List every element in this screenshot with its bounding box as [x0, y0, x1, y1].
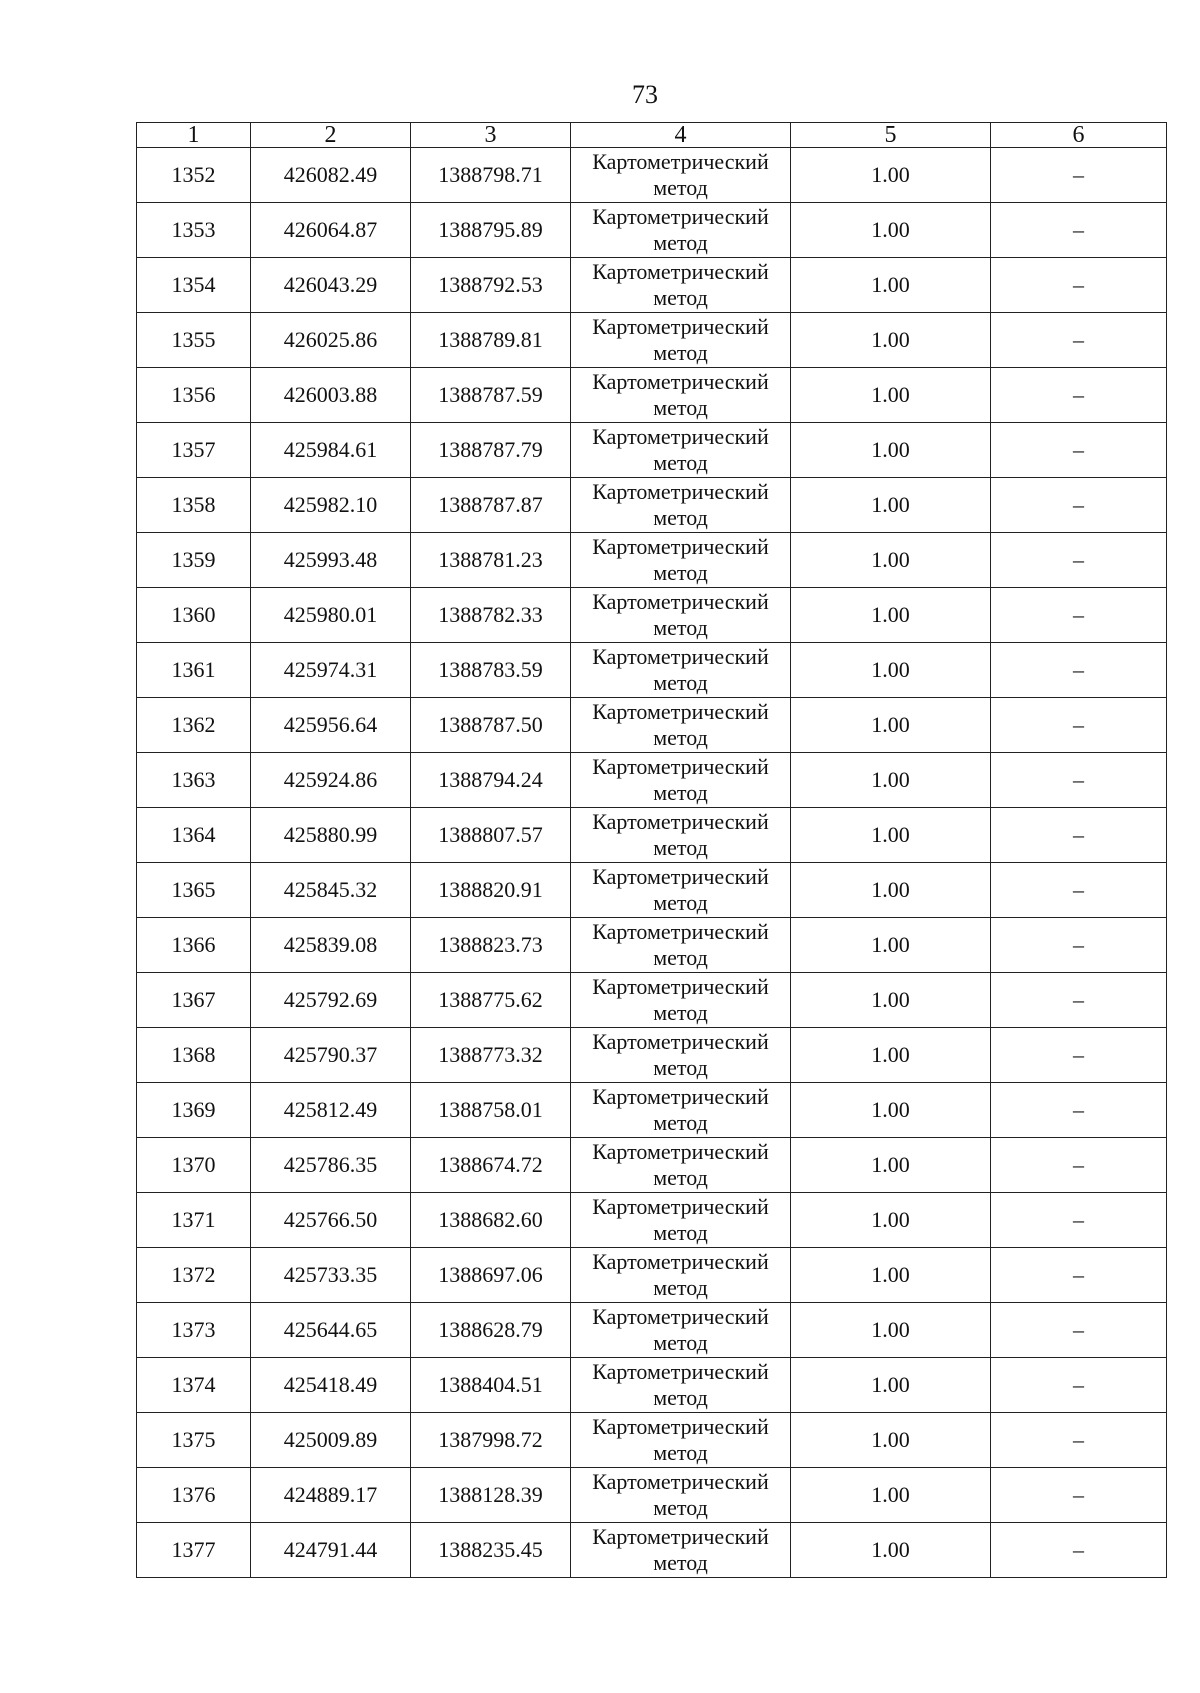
table-row	[137, 1248, 1167, 1303]
note-cell: –	[991, 643, 1167, 698]
x-coordinate-cell: 425790.37	[251, 1028, 411, 1083]
method-text: метод	[653, 340, 708, 365]
note-cell: –	[991, 1248, 1167, 1303]
note-cell: –	[991, 1413, 1167, 1468]
table-row	[137, 808, 1167, 863]
note-cell: –	[991, 1083, 1167, 1138]
x-coordinate-cell: 425993.48	[251, 533, 411, 588]
table-row	[137, 588, 1167, 643]
method-cell	[571, 753, 791, 808]
y-coordinate-cell: 1388820.91	[411, 863, 571, 918]
accuracy-cell: 1.00	[791, 1083, 991, 1138]
method-text: Картометрический	[592, 644, 769, 669]
accuracy-cell: 1.00	[791, 368, 991, 423]
method-text: метод	[653, 725, 708, 750]
point-number-cell: 1353	[137, 203, 251, 258]
y-coordinate-cell: 1388798.71	[411, 148, 571, 203]
y-coordinate-cell: 1388773.32	[411, 1028, 571, 1083]
point-number-cell: 1358	[137, 478, 251, 533]
column-header: 3	[411, 123, 571, 148]
note-cell: –	[991, 588, 1167, 643]
column-header: 2	[251, 123, 411, 148]
accuracy-cell: 1.00	[791, 1138, 991, 1193]
point-number-cell: 1364	[137, 808, 251, 863]
method-cell	[571, 1193, 791, 1248]
column-header: 5	[791, 123, 991, 148]
point-number-cell: 1367	[137, 973, 251, 1028]
method-text: Картометрический	[592, 974, 769, 999]
point-number-cell: 1366	[137, 918, 251, 973]
method-text: Картометрический	[592, 1304, 769, 1329]
accuracy-cell: 1.00	[791, 1193, 991, 1248]
point-number-cell: 1357	[137, 423, 251, 478]
x-coordinate-cell: 426003.88	[251, 368, 411, 423]
y-coordinate-cell: 1388674.72	[411, 1138, 571, 1193]
method-text: Картометрический	[592, 1249, 769, 1274]
method-cell	[571, 698, 791, 753]
method-text: метод	[653, 450, 708, 475]
accuracy-cell: 1.00	[791, 203, 991, 258]
accuracy-cell: 1.00	[791, 808, 991, 863]
x-coordinate-cell: 425924.86	[251, 753, 411, 808]
method-text: метод	[653, 395, 708, 420]
point-number-cell: 1361	[137, 643, 251, 698]
y-coordinate-cell: 1388758.01	[411, 1083, 571, 1138]
x-coordinate-cell: 425880.99	[251, 808, 411, 863]
method-text: Картометрический	[592, 754, 769, 779]
point-number-cell: 1359	[137, 533, 251, 588]
table-row	[137, 918, 1167, 973]
table-row	[137, 973, 1167, 1028]
table-row	[137, 1138, 1167, 1193]
point-number-cell: 1369	[137, 1083, 251, 1138]
point-number-cell: 1377	[137, 1523, 251, 1578]
method-cell	[571, 368, 791, 423]
y-coordinate-cell: 1388628.79	[411, 1303, 571, 1358]
accuracy-cell: 1.00	[791, 533, 991, 588]
point-number-cell: 1356	[137, 368, 251, 423]
method-text: Картометрический	[592, 1084, 769, 1109]
table-row	[137, 313, 1167, 368]
y-coordinate-cell: 1388783.59	[411, 643, 571, 698]
method-text: Картометрический	[592, 204, 769, 229]
table-row	[137, 1083, 1167, 1138]
accuracy-cell: 1.00	[791, 1248, 991, 1303]
note-cell: –	[991, 533, 1167, 588]
note-cell: –	[991, 148, 1167, 203]
table-row	[137, 1193, 1167, 1248]
x-coordinate-cell: 425984.61	[251, 423, 411, 478]
method-cell	[571, 918, 791, 973]
table-row	[137, 1523, 1167, 1578]
point-number-cell: 1371	[137, 1193, 251, 1248]
accuracy-cell: 1.00	[791, 973, 991, 1028]
y-coordinate-cell: 1387998.72	[411, 1413, 571, 1468]
x-coordinate-cell: 426043.29	[251, 258, 411, 313]
method-text: Картометрический	[592, 864, 769, 889]
method-text: Картометрический	[592, 1524, 769, 1549]
y-coordinate-cell: 1388404.51	[411, 1358, 571, 1413]
y-coordinate-cell: 1388794.24	[411, 753, 571, 808]
table-row	[137, 203, 1167, 258]
method-text: метод	[653, 1330, 708, 1355]
table-row	[137, 1028, 1167, 1083]
y-coordinate-cell: 1388823.73	[411, 918, 571, 973]
point-number-cell: 1354	[137, 258, 251, 313]
x-coordinate-cell: 425792.69	[251, 973, 411, 1028]
note-cell: –	[991, 368, 1167, 423]
note-cell: –	[991, 808, 1167, 863]
note-cell: –	[991, 1523, 1167, 1578]
note-cell: –	[991, 203, 1167, 258]
accuracy-cell: 1.00	[791, 1523, 991, 1578]
method-text: метод	[653, 560, 708, 585]
table-row	[137, 368, 1167, 423]
method-text: Картометрический	[592, 149, 769, 174]
method-cell	[571, 1523, 791, 1578]
y-coordinate-cell: 1388682.60	[411, 1193, 571, 1248]
method-text: Картометрический	[592, 809, 769, 834]
note-cell: –	[991, 1358, 1167, 1413]
x-coordinate-cell: 425766.50	[251, 1193, 411, 1248]
table-row	[137, 148, 1167, 203]
method-text: метод	[653, 1165, 708, 1190]
point-number-cell: 1355	[137, 313, 251, 368]
point-number-cell: 1362	[137, 698, 251, 753]
method-text: метод	[653, 1385, 708, 1410]
method-text: Картометрический	[592, 424, 769, 449]
method-cell	[571, 1138, 791, 1193]
method-text: Картометрический	[592, 1139, 769, 1164]
method-cell	[571, 203, 791, 258]
note-cell: –	[991, 1303, 1167, 1358]
table-row	[137, 533, 1167, 588]
table-row	[137, 478, 1167, 533]
method-cell	[571, 1303, 791, 1358]
table-row	[137, 1358, 1167, 1413]
method-cell	[571, 1083, 791, 1138]
note-cell: –	[991, 1028, 1167, 1083]
accuracy-cell: 1.00	[791, 698, 991, 753]
accuracy-cell: 1.00	[791, 423, 991, 478]
y-coordinate-cell: 1388787.79	[411, 423, 571, 478]
x-coordinate-cell: 426025.86	[251, 313, 411, 368]
y-coordinate-cell: 1388775.62	[411, 973, 571, 1028]
method-text: Картометрический	[592, 369, 769, 394]
method-text: метод	[653, 1495, 708, 1520]
x-coordinate-cell: 425418.49	[251, 1358, 411, 1413]
method-text: Картометрический	[592, 259, 769, 284]
method-cell	[571, 1468, 791, 1523]
method-text: метод	[653, 1440, 708, 1465]
method-text: Картометрический	[592, 699, 769, 724]
method-text: Картометрический	[592, 1469, 769, 1494]
point-number-cell: 1352	[137, 148, 251, 203]
accuracy-cell: 1.00	[791, 478, 991, 533]
note-cell: –	[991, 258, 1167, 313]
method-text: метод	[653, 1275, 708, 1300]
point-number-cell: 1374	[137, 1358, 251, 1413]
method-cell	[571, 1358, 791, 1413]
method-cell	[571, 258, 791, 313]
note-cell: –	[991, 1468, 1167, 1523]
point-number-cell: 1372	[137, 1248, 251, 1303]
note-cell: –	[991, 423, 1167, 478]
accuracy-cell: 1.00	[791, 1358, 991, 1413]
y-coordinate-cell: 1388787.59	[411, 368, 571, 423]
note-cell: –	[991, 478, 1167, 533]
accuracy-cell: 1.00	[791, 1028, 991, 1083]
note-cell: –	[991, 863, 1167, 918]
accuracy-cell: 1.00	[791, 863, 991, 918]
point-number-cell: 1368	[137, 1028, 251, 1083]
method-text: метод	[653, 780, 708, 805]
table-row	[137, 753, 1167, 808]
method-text: Картометрический	[592, 1194, 769, 1219]
y-coordinate-cell: 1388697.06	[411, 1248, 571, 1303]
x-coordinate-cell: 425974.31	[251, 643, 411, 698]
method-cell	[571, 478, 791, 533]
y-coordinate-cell: 1388807.57	[411, 808, 571, 863]
y-coordinate-cell: 1388787.87	[411, 478, 571, 533]
table-row	[137, 643, 1167, 698]
x-coordinate-cell: 426064.87	[251, 203, 411, 258]
table-row	[137, 863, 1167, 918]
accuracy-cell: 1.00	[791, 1413, 991, 1468]
page-number: 73	[632, 80, 658, 109]
y-coordinate-cell: 1388128.39	[411, 1468, 571, 1523]
table-body	[137, 123, 1167, 1578]
method-text: метод	[653, 505, 708, 530]
y-coordinate-cell: 1388789.81	[411, 313, 571, 368]
method-cell	[571, 973, 791, 1028]
point-number-cell: 1373	[137, 1303, 251, 1358]
note-cell: –	[991, 753, 1167, 808]
y-coordinate-cell: 1388792.53	[411, 258, 571, 313]
note-cell: –	[991, 973, 1167, 1028]
method-text: метод	[653, 1110, 708, 1135]
column-header: 1	[137, 123, 251, 148]
note-cell: –	[991, 918, 1167, 973]
method-text: метод	[653, 230, 708, 255]
method-text: Картометрический	[592, 314, 769, 339]
note-cell: –	[991, 698, 1167, 753]
method-text: метод	[653, 945, 708, 970]
accuracy-cell: 1.00	[791, 1468, 991, 1523]
note-cell: –	[991, 1138, 1167, 1193]
table-row	[137, 1413, 1167, 1468]
point-number-cell: 1363	[137, 753, 251, 808]
method-cell	[571, 1028, 791, 1083]
method-cell	[571, 1248, 791, 1303]
method-cell	[571, 808, 791, 863]
y-coordinate-cell: 1388787.50	[411, 698, 571, 753]
method-text: метод	[653, 1550, 708, 1575]
method-text: метод	[653, 285, 708, 310]
accuracy-cell: 1.00	[791, 313, 991, 368]
table-row	[137, 698, 1167, 753]
method-text: Картометрический	[592, 1029, 769, 1054]
x-coordinate-cell: 425845.32	[251, 863, 411, 918]
method-cell	[571, 533, 791, 588]
accuracy-cell: 1.00	[791, 588, 991, 643]
column-header: 4	[571, 123, 791, 148]
x-coordinate-cell: 425812.49	[251, 1083, 411, 1138]
accuracy-cell: 1.00	[791, 258, 991, 313]
method-text: метод	[653, 670, 708, 695]
y-coordinate-cell: 1388795.89	[411, 203, 571, 258]
method-cell	[571, 863, 791, 918]
table-row	[137, 1303, 1167, 1358]
note-cell: –	[991, 1193, 1167, 1248]
method-text: Картометрический	[592, 1359, 769, 1384]
x-coordinate-cell: 424791.44	[251, 1523, 411, 1578]
method-text: метод	[653, 1055, 708, 1080]
accuracy-cell: 1.00	[791, 643, 991, 698]
point-number-cell: 1375	[137, 1413, 251, 1468]
method-text: метод	[653, 615, 708, 640]
table-header-row	[137, 123, 1167, 148]
method-text: Картометрический	[592, 919, 769, 944]
x-coordinate-cell: 425839.08	[251, 918, 411, 973]
method-cell	[571, 313, 791, 368]
accuracy-cell: 1.00	[791, 1303, 991, 1358]
point-number-cell: 1376	[137, 1468, 251, 1523]
coordinates-table	[136, 122, 1167, 1578]
table-row	[137, 423, 1167, 478]
y-coordinate-cell: 1388781.23	[411, 533, 571, 588]
accuracy-cell: 1.00	[791, 753, 991, 808]
method-text: метод	[653, 835, 708, 860]
y-coordinate-cell: 1388235.45	[411, 1523, 571, 1578]
x-coordinate-cell: 425982.10	[251, 478, 411, 533]
method-text: Картометрический	[592, 534, 769, 559]
method-cell	[571, 1413, 791, 1468]
method-text: Картометрический	[592, 1414, 769, 1439]
method-cell	[571, 643, 791, 698]
point-number-cell: 1370	[137, 1138, 251, 1193]
x-coordinate-cell: 425733.35	[251, 1248, 411, 1303]
table-row	[137, 1468, 1167, 1523]
method-text: метод	[653, 175, 708, 200]
y-coordinate-cell: 1388782.33	[411, 588, 571, 643]
x-coordinate-cell: 425980.01	[251, 588, 411, 643]
x-coordinate-cell: 425009.89	[251, 1413, 411, 1468]
method-cell	[571, 423, 791, 478]
table-row	[137, 258, 1167, 313]
note-cell: –	[991, 313, 1167, 368]
accuracy-cell: 1.00	[791, 148, 991, 203]
x-coordinate-cell: 425644.65	[251, 1303, 411, 1358]
x-coordinate-cell: 424889.17	[251, 1468, 411, 1523]
accuracy-cell: 1.00	[791, 918, 991, 973]
point-number-cell: 1360	[137, 588, 251, 643]
point-number-cell: 1365	[137, 863, 251, 918]
x-coordinate-cell: 425786.35	[251, 1138, 411, 1193]
method-cell	[571, 588, 791, 643]
x-coordinate-cell: 426082.49	[251, 148, 411, 203]
column-header: 6	[991, 123, 1167, 148]
method-text: метод	[653, 890, 708, 915]
method-text: метод	[653, 1000, 708, 1025]
method-text: Картометрический	[592, 479, 769, 504]
method-text: метод	[653, 1220, 708, 1245]
method-text: Картометрический	[592, 589, 769, 614]
x-coordinate-cell: 425956.64	[251, 698, 411, 753]
method-cell	[571, 148, 791, 203]
